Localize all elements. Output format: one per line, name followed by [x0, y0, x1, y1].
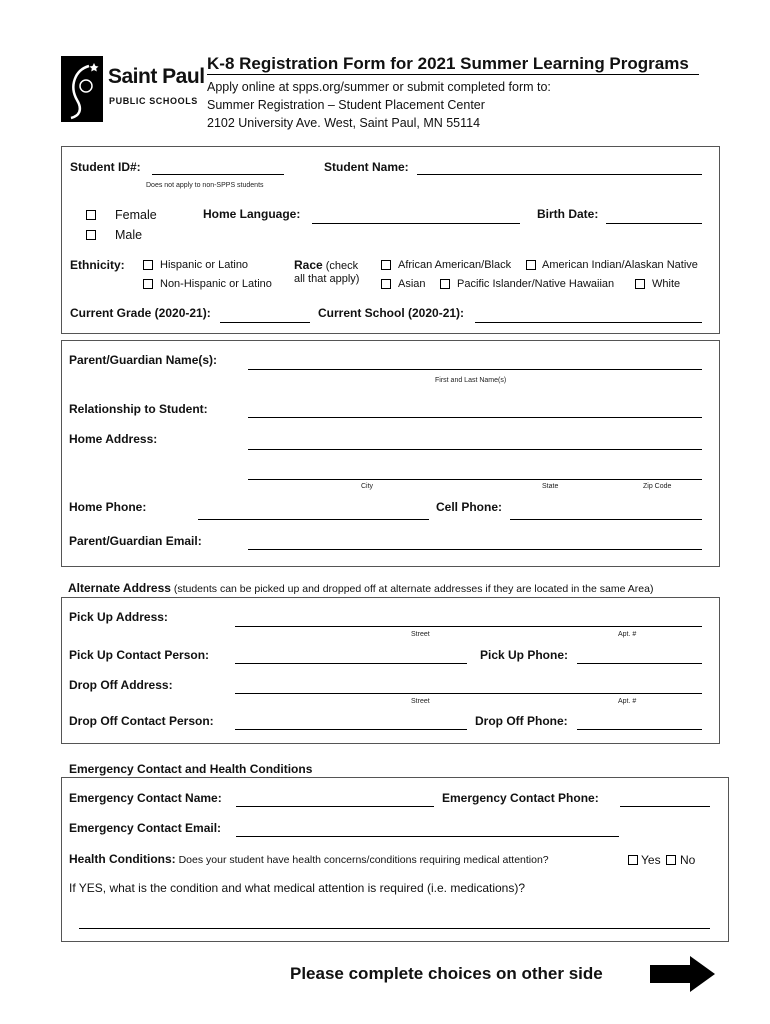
race-white-checkbox[interactable] — [635, 279, 645, 289]
form-title: K-8 Registration Form for 2021 Summer Learning Programs — [207, 54, 689, 73]
parent-email-label: Parent/Guardian Email: — [69, 534, 202, 548]
student-id-label: Student ID#: — [70, 160, 141, 174]
right-arrow-icon — [650, 955, 716, 993]
emergency-email-label: Emergency Contact Email: — [69, 821, 222, 835]
city-caption: City — [361, 483, 374, 490]
ethnicity-label: Ethnicity: — [70, 258, 125, 272]
race-american-indian-label: American Indian/Alaskan Native — [542, 259, 698, 271]
birth-date-field[interactable] — [606, 223, 702, 224]
health-followup-field[interactable] — [79, 928, 710, 929]
home-phone-label: Home Phone: — [69, 500, 147, 514]
alternate-heading-title: Alternate Address — [68, 581, 171, 595]
ethnicity-nonhispanic-checkbox[interactable] — [143, 279, 153, 289]
logo-mark — [61, 56, 103, 122]
race-note-1: (check — [322, 260, 359, 272]
female-checkbox[interactable] — [86, 210, 96, 220]
pickup-apt-caption: Apt. # — [618, 631, 637, 638]
pickup-address-field[interactable] — [235, 626, 702, 627]
cell-phone-field[interactable] — [510, 519, 702, 520]
race-title: Race — [294, 258, 323, 272]
dropoff-street-caption: Street — [411, 698, 430, 705]
birth-date-label: Birth Date: — [537, 207, 599, 221]
footer-note: Please complete choices on other side — [290, 964, 603, 983]
ethnicity-hispanic-label: Hispanic or Latino — [160, 259, 249, 271]
health-yes-checkbox[interactable] — [628, 855, 638, 865]
emergency-phone-field[interactable] — [620, 806, 710, 807]
relationship-label: Relationship to Student: — [69, 402, 208, 416]
cell-phone-label: Cell Phone: — [436, 500, 503, 514]
alternate-heading-note: (students can be picked up and dropped off at alternate addresses if they are located in the same Area) — [170, 583, 654, 595]
emergency-phone-label: Emergency Contact Phone: — [442, 791, 599, 805]
emergency-heading: Emergency Contact and Health Conditions — [69, 762, 313, 776]
dropoff-address-label: Drop Off Address: — [69, 678, 173, 692]
home-language-label: Home Language: — [203, 207, 301, 221]
home-address-label: Home Address: — [69, 432, 158, 446]
pickup-street-caption: Street — [411, 631, 430, 638]
health-no-label: No — [680, 853, 696, 867]
race-pacific-islander-label: Pacific Islander/Native Hawaiian — [457, 278, 615, 290]
pickup-address-label: Pick Up Address: — [69, 610, 168, 624]
current-grade-label: Current Grade (2020-21): — [70, 306, 211, 320]
race-label — [294, 258, 358, 272]
home-phone-field[interactable] — [198, 519, 429, 520]
pickup-phone-label: Pick Up Phone: — [480, 648, 569, 662]
student-name-label: Student Name: — [324, 160, 409, 174]
pickup-contact-label: Pick Up Contact Person: — [69, 648, 210, 662]
relationship-field[interactable] — [248, 417, 702, 418]
emergency-email-field[interactable] — [236, 836, 619, 837]
health-no-checkbox[interactable] — [666, 855, 676, 865]
parent-name-note: First and Last Name(s) — [435, 377, 507, 384]
race-african-american-checkbox[interactable] — [381, 260, 391, 270]
header-line-2: Summer Registration – Student Placement Center — [207, 98, 485, 112]
health-conditions-question: Does your student have health concerns/conditions requiring medical attention? — [175, 854, 549, 866]
race-american-indian-checkbox[interactable] — [526, 260, 536, 270]
student-id-note: Does not apply to non-SPPS students — [146, 182, 264, 189]
dropoff-contact-field[interactable] — [235, 729, 467, 730]
header-line-3: 2102 University Ave. West, Saint Paul, MN 55114 — [207, 116, 481, 130]
pickup-phone-field[interactable] — [577, 663, 702, 664]
dropoff-apt-caption: Apt. # — [618, 698, 637, 705]
dropoff-phone-label: Drop Off Phone: — [475, 714, 568, 728]
race-asian-label: Asian — [398, 278, 426, 290]
female-label: Female — [115, 208, 157, 222]
current-grade-field[interactable] — [220, 322, 310, 323]
home-language-field[interactable] — [312, 223, 520, 224]
current-school-field[interactable] — [475, 322, 702, 323]
race-asian-checkbox[interactable] — [381, 279, 391, 289]
parent-section — [61, 340, 720, 567]
health-followup-question: If YES, what is the condition and what medical attention is required (i.e. medications)? — [69, 881, 526, 895]
race-note-2: all that apply) — [294, 273, 360, 285]
emergency-name-field[interactable] — [236, 806, 434, 807]
home-address-city-field[interactable] — [248, 479, 702, 480]
ethnicity-hispanic-checkbox[interactable] — [143, 260, 153, 270]
spps-logo — [61, 56, 205, 122]
state-caption: State — [542, 483, 559, 490]
pickup-contact-field[interactable] — [235, 663, 467, 664]
student-name-field[interactable] — [417, 174, 702, 175]
zip-caption: Zip Code — [643, 483, 672, 490]
dropoff-contact-label: Drop Off Contact Person: — [69, 714, 214, 728]
health-conditions-label: Health Conditions: — [69, 852, 176, 866]
race-white-label: White — [652, 278, 681, 290]
home-address-field[interactable] — [248, 449, 702, 450]
logo-text-public-schools: PUBLIC SCHOOLS — [109, 96, 198, 106]
logo-text-saint-paul: Saint Paul — [108, 65, 205, 88]
health-conditions-line — [69, 852, 549, 866]
alternate-heading — [68, 581, 653, 595]
parent-name-label: Parent/Guardian Name(s): — [69, 353, 218, 367]
current-school-label: Current School (2020-21): — [318, 306, 465, 320]
race-african-american-label: African American/Black — [398, 259, 512, 271]
dropoff-address-field[interactable] — [235, 693, 702, 694]
parent-email-field[interactable] — [248, 549, 702, 550]
dropoff-phone-field[interactable] — [577, 729, 702, 730]
male-checkbox[interactable] — [86, 230, 96, 240]
ethnicity-nonhispanic-label: Non-Hispanic or Latino — [160, 278, 272, 290]
parent-name-field[interactable] — [248, 369, 702, 370]
race-pacific-islander-checkbox[interactable] — [440, 279, 450, 289]
emergency-name-label: Emergency Contact Name: — [69, 791, 222, 805]
health-yes-label: Yes — [641, 853, 661, 867]
student-id-field[interactable] — [152, 174, 284, 175]
header-line-1: Apply online at spps.org/summer or submit completed form to: — [207, 80, 551, 94]
male-label: Male — [115, 228, 143, 242]
